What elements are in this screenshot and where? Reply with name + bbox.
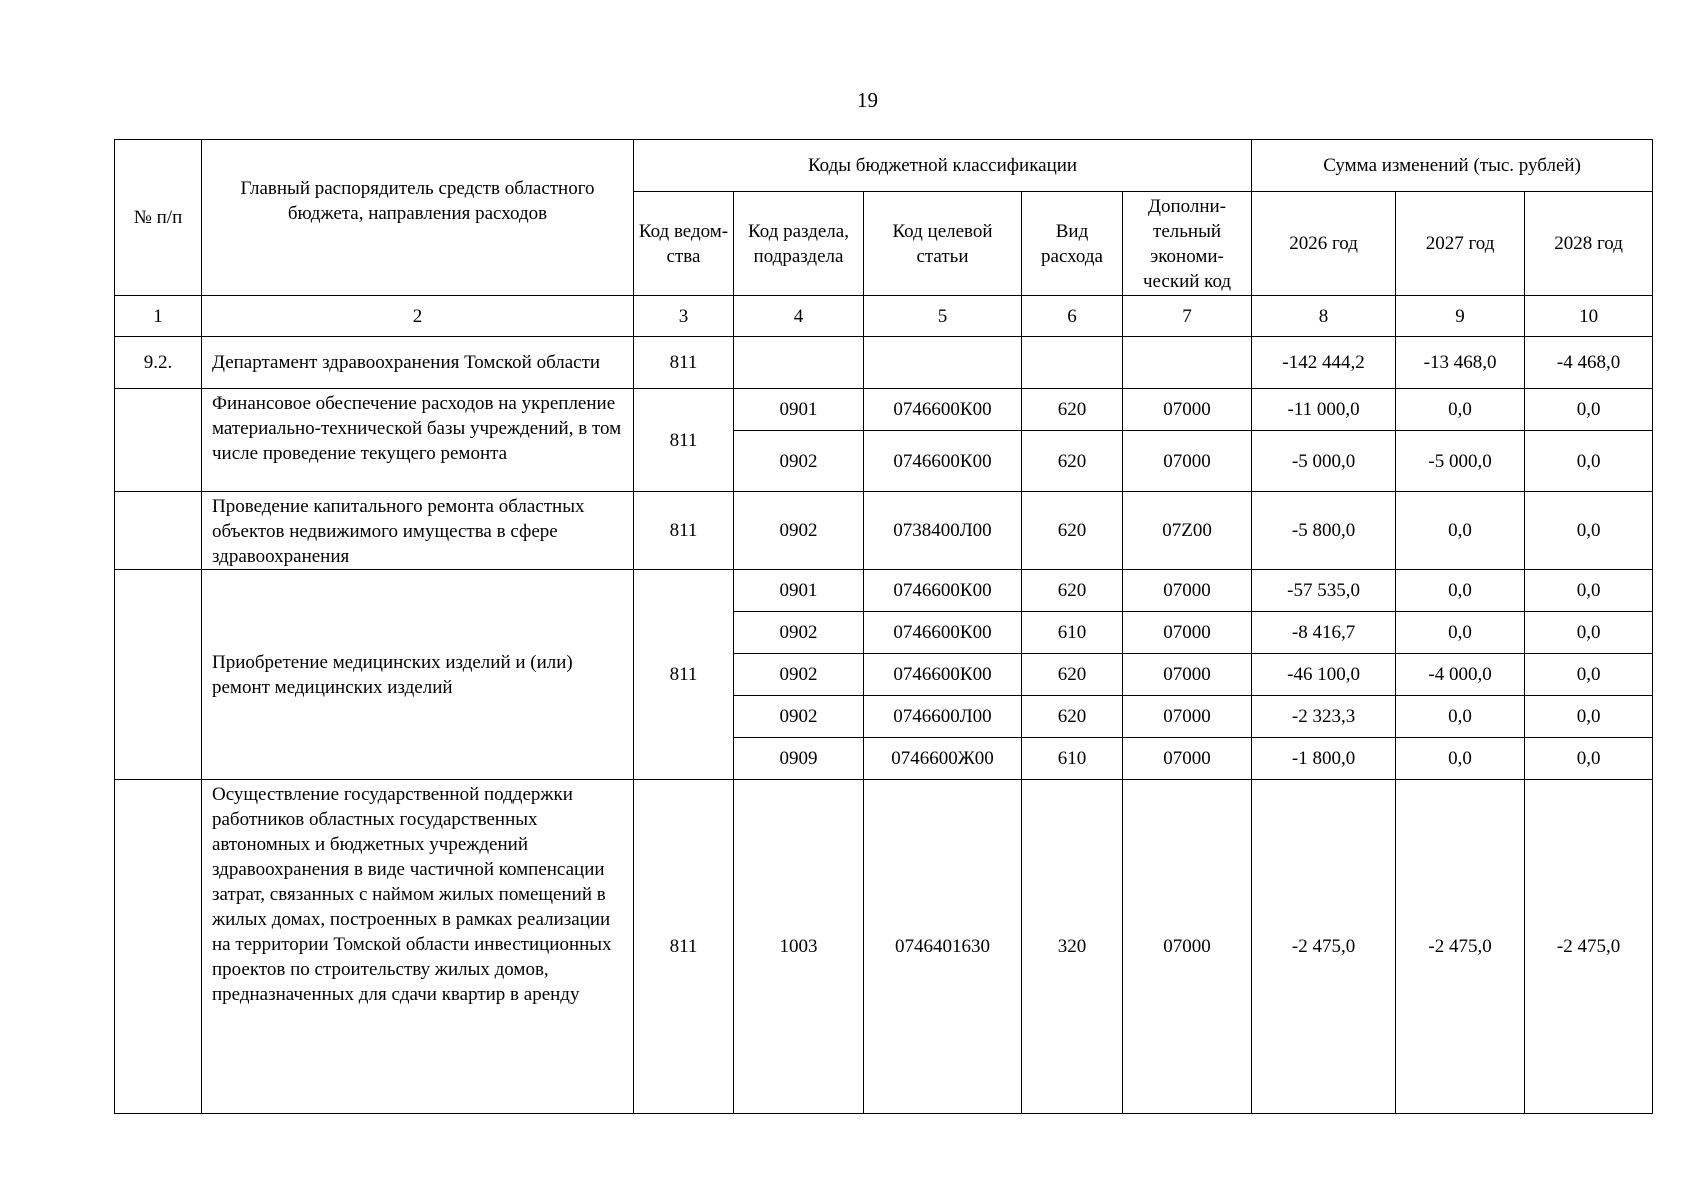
row-razdel: 0902 <box>734 492 864 570</box>
row-dop: 07000 <box>1123 431 1252 492</box>
row-dop: 07000 <box>1123 612 1252 654</box>
table-row <box>115 492 1653 570</box>
row-cel: 0746600К00 <box>864 612 1022 654</box>
row-num <box>115 492 202 570</box>
row-2027: -4 000,0 <box>1396 654 1525 696</box>
col-number: 10 <box>1525 296 1653 337</box>
row-vid: 620 <box>1022 654 1123 696</box>
row-vid: 620 <box>1022 389 1123 431</box>
row-cel: 0746600К00 <box>864 389 1022 431</box>
row-2027: -5 000,0 <box>1396 431 1525 492</box>
row-num <box>115 389 202 492</box>
header-codes-group: Коды бюджетной классификации <box>634 140 1252 192</box>
row-cel: 0746600К00 <box>864 431 1022 492</box>
header-name: Главный распорядитель средств областного бюджета, направления расходов <box>202 140 634 296</box>
row-dop: 07000 <box>1123 389 1252 431</box>
row-razdel: 0901 <box>734 570 864 612</box>
row-cel: 0746600К00 <box>864 654 1022 696</box>
row-2028: 0,0 <box>1525 696 1653 738</box>
row-2026: -1 800,0 <box>1252 738 1396 780</box>
row-dop: 07000 <box>1123 654 1252 696</box>
col-number: 8 <box>1252 296 1396 337</box>
row-dop: 07000 <box>1123 570 1252 612</box>
row-cel: 0746401630 <box>864 780 1022 1114</box>
row-razdel: 0902 <box>734 431 864 492</box>
row-vid: 620 <box>1022 570 1123 612</box>
row-vid: 610 <box>1022 738 1123 780</box>
row-razdel: 1003 <box>734 780 864 1114</box>
row-name: Приобретение медицинских изделий и (или) ремонт медицинских изделий <box>202 570 634 780</box>
row-dop: 07000 <box>1123 696 1252 738</box>
header-cel: Код целевой статьи <box>864 192 1022 296</box>
row-2028: 0,0 <box>1525 492 1653 570</box>
dept-num: 9.2. <box>115 337 202 389</box>
row-2027: 0,0 <box>1396 738 1525 780</box>
header-2027: 2027 год <box>1396 192 1525 296</box>
header-num: № п/п <box>115 140 202 296</box>
row-ved: 811 <box>634 780 734 1114</box>
row-num <box>115 780 202 1114</box>
row-name: Осуществление государственной поддержки работников областных государственных автономных и бюджетных учреждений здравоохранения в виде частичной компенсации затрат, связанных с наймом жилых помещений в жилых домах, построенных в рамках реализации на территории Томской области инвестиционных проектов по строительству жилых домов, предназначенных для сдачи квартир в аренду <box>202 780 634 1114</box>
table-row <box>115 780 1653 1114</box>
row-2026: -2 475,0 <box>1252 780 1396 1114</box>
row-2027: 0,0 <box>1396 389 1525 431</box>
col-number: 5 <box>864 296 1022 337</box>
row-razdel: 0902 <box>734 612 864 654</box>
table-row <box>115 570 1653 612</box>
col-number: 9 <box>1396 296 1525 337</box>
col-number: 3 <box>634 296 734 337</box>
row-2026: -11 000,0 <box>1252 389 1396 431</box>
row-name: Проведение капитального ремонта областных объектов недвижимого имущества в сфере здравоохранения <box>202 492 634 570</box>
header-2028: 2028 год <box>1525 192 1653 296</box>
dept-dop <box>1123 337 1252 389</box>
row-vid: 610 <box>1022 612 1123 654</box>
row-2028: -2 475,0 <box>1525 780 1653 1114</box>
row-razdel: 0909 <box>734 738 864 780</box>
column-numbers-row <box>115 296 1653 337</box>
row-2028: 0,0 <box>1525 738 1653 780</box>
row-2027: -2 475,0 <box>1396 780 1525 1114</box>
dept-ved: 811 <box>634 337 734 389</box>
row-razdel: 0902 <box>734 654 864 696</box>
header-vid: Вид расхода <box>1022 192 1123 296</box>
row-vid: 620 <box>1022 696 1123 738</box>
row-2028: 0,0 <box>1525 431 1653 492</box>
col-number: 1 <box>115 296 202 337</box>
row-2027: 0,0 <box>1396 492 1525 570</box>
row-cel: 0746600Ж00 <box>864 738 1022 780</box>
row-2026: -2 323,3 <box>1252 696 1396 738</box>
row-2026: -5 800,0 <box>1252 492 1396 570</box>
header-razdel: Код раздела, подраздела <box>734 192 864 296</box>
row-2028: 0,0 <box>1525 654 1653 696</box>
header-row-top <box>115 140 1653 192</box>
row-dop: 07000 <box>1123 738 1252 780</box>
row-num <box>115 570 202 780</box>
row-2027: 0,0 <box>1396 570 1525 612</box>
row-cel: 0738400Л00 <box>864 492 1022 570</box>
row-name: Финансовое обеспечение расходов на укрепление материально-технической базы учреждений, в том числе проведение текущего ремонта <box>202 389 634 492</box>
row-cel: 0746600Л00 <box>864 696 1022 738</box>
dept-vid <box>1022 337 1123 389</box>
row-2027: 0,0 <box>1396 696 1525 738</box>
dept-2028: -4 468,0 <box>1525 337 1653 389</box>
dept-name: Департамент здравоохранения Томской области <box>202 337 634 389</box>
row-vid: 620 <box>1022 492 1123 570</box>
row-2028: 0,0 <box>1525 612 1653 654</box>
header-dop: Дополни-тельный экономи-ческий код <box>1123 192 1252 296</box>
row-2028: 0,0 <box>1525 389 1653 431</box>
col-number: 7 <box>1123 296 1252 337</box>
col-number: 2 <box>202 296 634 337</box>
dept-2026: -142 444,2 <box>1252 337 1396 389</box>
row-2026: -46 100,0 <box>1252 654 1396 696</box>
row-2026: -8 416,7 <box>1252 612 1396 654</box>
row-razdel: 0901 <box>734 389 864 431</box>
header-ved: Код ведом-ства <box>634 192 734 296</box>
row-ved: 811 <box>634 389 734 492</box>
dept-cel <box>864 337 1022 389</box>
row-dop: 07000 <box>1123 780 1252 1114</box>
col-number: 6 <box>1022 296 1123 337</box>
row-2027: 0,0 <box>1396 612 1525 654</box>
dept-2027: -13 468,0 <box>1396 337 1525 389</box>
row-dop: 07Z00 <box>1123 492 1252 570</box>
row-vid: 620 <box>1022 431 1123 492</box>
dept-razdel <box>734 337 864 389</box>
table-row <box>115 389 1653 431</box>
row-2028: 0,0 <box>1525 570 1653 612</box>
row-ved: 811 <box>634 492 734 570</box>
row-2026: -5 000,0 <box>1252 431 1396 492</box>
row-cel: 0746600К00 <box>864 570 1022 612</box>
col-number: 4 <box>734 296 864 337</box>
header-sum-group: Сумма изменений (тыс. рублей) <box>1252 140 1653 192</box>
row-2026: -57 535,0 <box>1252 570 1396 612</box>
budget-changes-table <box>114 139 1653 1114</box>
page-number: 19 <box>857 88 878 112</box>
row-razdel: 0902 <box>734 696 864 738</box>
table-row-department <box>115 337 1653 389</box>
row-ved: 811 <box>634 570 734 780</box>
header-2026: 2026 год <box>1252 192 1396 296</box>
row-vid: 320 <box>1022 780 1123 1114</box>
